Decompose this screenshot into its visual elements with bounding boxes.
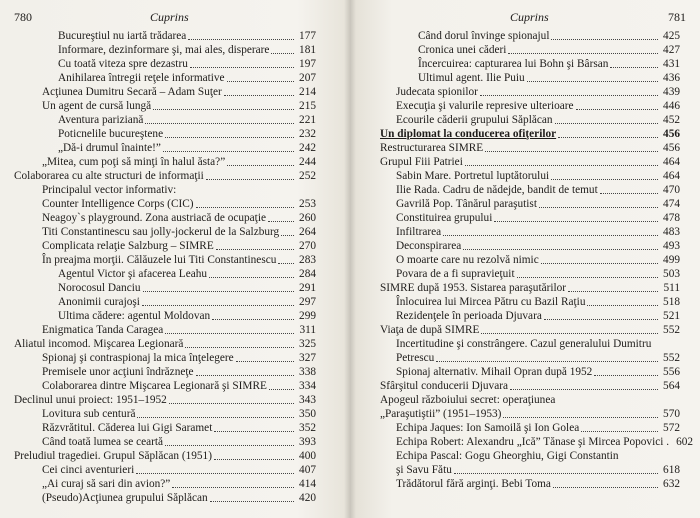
toc-entry-title: Un agent de cursă lungă bbox=[42, 100, 152, 112]
toc-entry-page: 284 bbox=[299, 268, 316, 280]
toc-entry bbox=[380, 281, 680, 295]
toc-entry-page: 456 bbox=[663, 128, 680, 140]
toc-dot-leader bbox=[600, 193, 658, 194]
toc-dot-leader bbox=[551, 179, 658, 180]
toc-entry-title: „Mitea, cum poţi să minţi în halul ăsta?” bbox=[42, 156, 226, 168]
toc-dot-leader bbox=[551, 39, 658, 40]
toc-dot-leader bbox=[142, 305, 294, 306]
toc-entry bbox=[396, 421, 680, 435]
toc-entry-title: Grupul Fiii Patriei bbox=[380, 156, 463, 168]
toc-entry bbox=[58, 113, 316, 127]
toc-entry-page: 215 bbox=[299, 100, 316, 112]
toc-entry-title: Gavrilă Pop. Tânărul paraşutist bbox=[396, 198, 537, 210]
toc-entry-title: Complicata relaţie Salzburg – SIMRE bbox=[42, 240, 214, 252]
toc-dot-leader bbox=[196, 375, 294, 376]
toc-dot-leader bbox=[136, 473, 294, 474]
toc-entry bbox=[58, 281, 316, 295]
toc-entry-page: 242 bbox=[299, 142, 316, 154]
toc-entry-title: Răzvrătitul. Căderea lui Gigi Saramet bbox=[42, 422, 213, 434]
toc-entry-title: Lovitura sub centură bbox=[42, 408, 136, 420]
toc-dot-leader bbox=[436, 361, 658, 362]
toc-entry-page: 334 bbox=[299, 380, 316, 392]
page-number-left: 780 bbox=[14, 10, 32, 24]
toc-entry-page: 572 bbox=[663, 422, 680, 434]
toc-dot-leader bbox=[465, 165, 658, 166]
toc-dot-leader bbox=[268, 221, 294, 222]
toc-entry-title: Ultimul agent. Ilie Puiu bbox=[418, 72, 525, 84]
toc-entry-title: Ecourile căderii grupului Săplăcan bbox=[396, 114, 553, 126]
toc-entry bbox=[42, 477, 316, 491]
toc-dot-leader bbox=[281, 235, 294, 236]
toc-dot-leader bbox=[206, 179, 294, 180]
toc-dot-leader bbox=[463, 249, 658, 250]
toc-entry bbox=[42, 85, 316, 99]
toc-dot-leader bbox=[581, 431, 658, 432]
toc-entry bbox=[380, 407, 680, 421]
toc-entry-title: (Pseudo)Acţiunea grupului Săplăcan bbox=[42, 492, 208, 504]
toc-dot-leader bbox=[224, 95, 294, 96]
toc-entry-title: Spionaj alternativ. Mihail Opran după 1952 bbox=[396, 366, 593, 378]
toc-entry bbox=[58, 295, 316, 309]
toc-entry-title: Norocosul Danciu bbox=[58, 282, 141, 294]
toc-entry-page: 552 bbox=[663, 352, 680, 364]
toc-dot-leader bbox=[169, 403, 294, 404]
toc-entry-page: 407 bbox=[299, 464, 316, 476]
toc-entry-title: Restructurarea SIMRE bbox=[380, 142, 484, 154]
book-gutter bbox=[344, 0, 356, 518]
toc-entry-title: Titi Constantinescu sau jolly-jockerul de la Salzburg bbox=[42, 226, 280, 238]
toc-entry bbox=[42, 463, 316, 477]
toc-entry bbox=[42, 239, 316, 253]
toc-entry-title: Când toată lumea se ceartă bbox=[42, 436, 164, 448]
toc-dot-leader bbox=[236, 361, 294, 362]
toc-entry-title: Încercuirea: capturarea lui Bohn şi Bârsan bbox=[418, 58, 609, 70]
toc-dot-leader bbox=[214, 459, 294, 460]
toc-entry bbox=[396, 225, 680, 239]
toc-dot-leader bbox=[153, 109, 294, 110]
toc-entry-title: Enigmatica Tanda Caragea bbox=[42, 324, 164, 336]
toc-entry-page: 325 bbox=[299, 338, 316, 350]
toc-dot-leader bbox=[137, 417, 294, 418]
toc-dot-leader bbox=[527, 81, 658, 82]
toc-dot-leader bbox=[190, 67, 294, 68]
toc-entry bbox=[58, 309, 316, 323]
toc-entry bbox=[380, 127, 680, 141]
toc-entry bbox=[58, 141, 316, 155]
toc-entry-title: Ultima cădere: agentul Moldovan bbox=[58, 310, 211, 322]
toc-entry-title: „Paraşutiştii” (1951–1953) bbox=[380, 408, 502, 420]
toc-entry-page: 439 bbox=[663, 86, 680, 98]
toc-entry-page: 244 bbox=[299, 156, 316, 168]
toc-entry-page: 260 bbox=[299, 212, 316, 224]
toc-entry-title: Poticnelile bucureştene bbox=[58, 128, 164, 140]
toc-entry-title: Constituirea grupului bbox=[396, 212, 493, 224]
running-head-right: Cuprins bbox=[510, 10, 549, 24]
toc-entry-title: Aliatul incomod. Mişcarea Legionară bbox=[14, 338, 184, 350]
toc-dot-leader bbox=[271, 53, 294, 54]
toc-entry-title: Apogeul războiului secret: operaţiunea bbox=[380, 394, 556, 406]
toc-entry-page: 299 bbox=[299, 310, 316, 322]
toc-dot-leader bbox=[558, 137, 658, 138]
toc-entry-page: 343 bbox=[299, 394, 316, 406]
toc-entry-title: Preludiul tragediei. Grupul Săplăcan (1951) bbox=[14, 450, 212, 462]
toc-entry-title: Execuţia şi valurile represive ulterioare bbox=[396, 100, 574, 112]
toc-entry-title: Ilie Rada. Cadru de nădejde, bandit de temut bbox=[396, 184, 598, 196]
toc-dot-leader bbox=[553, 487, 658, 488]
toc-entry-page: 483 bbox=[663, 226, 680, 238]
toc-entry bbox=[380, 141, 680, 155]
toc-entry-page: 297 bbox=[299, 296, 316, 308]
toc-entry-page: 503 bbox=[663, 268, 680, 280]
toc-entry-page: 177 bbox=[299, 30, 316, 42]
toc-entry-title: SIMRE după 1953. Sistarea paraşutărilor bbox=[380, 282, 567, 294]
toc-entry-page: 393 bbox=[299, 436, 316, 448]
toc-entry bbox=[58, 267, 316, 281]
toc-entry-page: 214 bbox=[299, 86, 316, 98]
toc-dot-leader bbox=[227, 165, 294, 166]
toc-entry bbox=[42, 491, 316, 505]
toc-dot-leader bbox=[163, 151, 294, 152]
toc-entry-title: Sabin Mare. Portretul luptătorului bbox=[396, 170, 550, 182]
toc-dot-leader bbox=[196, 207, 294, 208]
toc-entry-page: 425 bbox=[663, 30, 680, 42]
toc-entry-title: Premisele unor acţiuni îndrăzneţe bbox=[42, 366, 194, 378]
toc-entry bbox=[396, 351, 680, 365]
toc-entry-title: Când dorul învinge spionajul bbox=[418, 30, 550, 42]
toc-entry-page: 327 bbox=[299, 352, 316, 364]
toc-entry-title: Cei cinci aventurieri bbox=[42, 464, 135, 476]
toc-entry-page: 552 bbox=[663, 324, 680, 336]
toc-entry-page: 253 bbox=[299, 198, 316, 210]
toc-entry-title: Trădătorul fără arginţi. Bebi Toma bbox=[396, 478, 551, 490]
toc-dot-leader bbox=[278, 263, 294, 264]
toc-entry-title: Infiltrarea bbox=[396, 226, 442, 238]
toc-dot-leader bbox=[568, 291, 658, 292]
toc-entry bbox=[396, 183, 680, 197]
toc-entry bbox=[396, 211, 680, 225]
toc-entry bbox=[396, 477, 680, 491]
toc-entry-page: 556 bbox=[663, 366, 680, 378]
toc-dot-leader bbox=[594, 375, 658, 376]
toc-entry bbox=[380, 379, 680, 393]
toc-entry bbox=[42, 407, 316, 421]
toc-entry-page: 232 bbox=[299, 128, 316, 140]
toc-entry bbox=[42, 421, 316, 435]
toc-dot-leader bbox=[510, 389, 658, 390]
toc-entry bbox=[396, 267, 680, 281]
right-page bbox=[350, 0, 700, 518]
toc-entry bbox=[396, 463, 680, 477]
toc-entry-title: Petrescu bbox=[396, 352, 435, 364]
toc-entry bbox=[42, 323, 316, 337]
toc-entry bbox=[396, 365, 680, 379]
toc-dot-leader bbox=[587, 305, 658, 306]
toc-entry-title: Acţiunea Dumitru Secară – Adam Suţer bbox=[42, 86, 222, 98]
toc-entry bbox=[14, 393, 316, 407]
toc-entry bbox=[14, 169, 316, 183]
toc-entry bbox=[396, 435, 694, 449]
toc-dot-leader bbox=[209, 277, 294, 278]
toc-entry-page: 493 bbox=[663, 240, 680, 252]
toc-dot-leader bbox=[503, 417, 658, 418]
toc-entry bbox=[396, 295, 680, 309]
toc-entry-title: „Dă-i drumul înainte!” bbox=[58, 142, 161, 154]
toc-entry-page: 521 bbox=[663, 310, 680, 322]
toc-entry-title: Viaţa de după SIMRE bbox=[380, 324, 480, 336]
toc-entry-title: Bucureştiul nu iartă trădarea bbox=[58, 30, 187, 42]
toc-entry bbox=[380, 323, 680, 337]
toc-entry-page: 474 bbox=[663, 198, 680, 210]
toc-entry-page: 181 bbox=[299, 44, 316, 56]
toc-dot-leader bbox=[517, 277, 658, 278]
toc-entry-title: Un diplomat la conducerea ofiţerilor bbox=[380, 128, 557, 140]
toc-entry-page: 264 bbox=[299, 226, 316, 238]
toc-entry-title: Counter Intelligence Corps (CIC) bbox=[42, 198, 194, 210]
toc-entry-title: „Ai curaj să sari din avion?” bbox=[42, 478, 171, 490]
toc-dot-leader bbox=[210, 501, 294, 502]
running-head-left: Cuprins bbox=[150, 10, 189, 24]
toc-dot-leader bbox=[227, 81, 294, 82]
toc-entry bbox=[42, 183, 316, 197]
toc-entry-page: 452 bbox=[663, 114, 680, 126]
toc-entry-page: 478 bbox=[663, 212, 680, 224]
toc-entry bbox=[418, 29, 680, 43]
toc-entry-title: Echipa Pascal: Gogu Gheorghiu, Gigi Constantin bbox=[396, 450, 619, 462]
toc-entry-page: 470 bbox=[663, 184, 680, 196]
toc-entry-page: 221 bbox=[299, 114, 316, 126]
toc-entry-title: Judecata spionilor bbox=[396, 86, 478, 98]
toc-dot-leader bbox=[214, 431, 294, 432]
toc-entry-page: 464 bbox=[663, 156, 680, 168]
toc-entry bbox=[14, 449, 316, 463]
toc-entry bbox=[396, 169, 680, 183]
toc-entry-page: 564 bbox=[663, 380, 680, 392]
toc-entry-page: 436 bbox=[663, 72, 680, 84]
toc-entry-title: Cronica unei căderi bbox=[418, 44, 507, 56]
toc-entry-page: 352 bbox=[299, 422, 316, 434]
toc-entry bbox=[14, 337, 316, 351]
toc-dot-leader bbox=[541, 263, 658, 264]
toc-entry-title: Aventura pariziană bbox=[58, 114, 144, 126]
toc-dot-leader bbox=[539, 207, 658, 208]
toc-entry bbox=[42, 253, 316, 267]
toc-entry bbox=[396, 253, 680, 267]
toc-dot-leader bbox=[165, 137, 294, 138]
toc-entry-title: Declinul unui proiect: 1951–1952 bbox=[14, 394, 167, 406]
toc-entry-title: Sfârşitul conducerii Djuvara bbox=[380, 380, 508, 392]
toc-entry-title: Anonimii curajoşi bbox=[58, 296, 140, 308]
toc-entry bbox=[396, 239, 680, 253]
toc-entry-page: 420 bbox=[299, 492, 316, 504]
toc-entry-page: 446 bbox=[663, 100, 680, 112]
page-number-right: 781 bbox=[668, 10, 686, 24]
toc-entry-page: 511 bbox=[663, 282, 680, 294]
toc-entry bbox=[396, 309, 680, 323]
toc-entry bbox=[380, 155, 680, 169]
toc-entry bbox=[58, 127, 316, 141]
toc-entry-title: Spionaj şi contraspionaj la mica înţelegere bbox=[42, 352, 234, 364]
toc-entry-page: 311 bbox=[299, 324, 316, 336]
toc-entry-page: 283 bbox=[299, 254, 316, 266]
toc-dot-leader bbox=[143, 291, 294, 292]
toc-entry-title: Cu toată viteza spre dezastru bbox=[58, 58, 188, 70]
toc-entry bbox=[42, 99, 316, 113]
toc-entry bbox=[418, 57, 680, 71]
toc-dot-leader bbox=[480, 95, 658, 96]
toc-entry bbox=[396, 197, 680, 211]
toc-entry-page: 414 bbox=[299, 478, 316, 490]
toc-dot-leader bbox=[544, 319, 658, 320]
toc-entry-page: 618 bbox=[663, 464, 680, 476]
toc-dot-leader bbox=[443, 235, 658, 236]
toc-entry-title: Incertitudine şi constrângere. Cazul generalului Dumitru bbox=[396, 338, 652, 350]
toc-entry-title: Informare, dezinformare şi, mai ales, disperare bbox=[58, 44, 270, 56]
toc-entry bbox=[396, 85, 680, 99]
toc-dot-leader bbox=[185, 347, 294, 348]
toc-dot-leader bbox=[610, 67, 658, 68]
toc-entry-title: Colaborarea cu alte structuri de informaţii bbox=[14, 170, 204, 182]
toc-entry-page: 197 bbox=[299, 58, 316, 70]
toc-dot-leader bbox=[188, 39, 294, 40]
toc-entry bbox=[396, 99, 680, 113]
toc-entry-page: 270 bbox=[299, 240, 316, 252]
toc-entry-title: Principalul vector informativ: bbox=[42, 184, 177, 196]
toc-entry-page: 431 bbox=[663, 58, 680, 70]
toc-entry-page: 338 bbox=[299, 366, 316, 378]
toc-entry bbox=[42, 197, 316, 211]
toc-entry bbox=[58, 43, 316, 57]
toc-entry-title: Deconspirarea bbox=[396, 240, 462, 252]
toc-dot-leader bbox=[165, 445, 294, 446]
toc-entry bbox=[42, 211, 316, 225]
toc-entry-title: Rezidenţele în perioada Djuvara bbox=[396, 310, 542, 322]
toc-entry-page: 400 bbox=[299, 450, 316, 462]
toc-entry-page: 427 bbox=[663, 44, 680, 56]
toc-dot-leader bbox=[508, 53, 658, 54]
toc-entry-title: şi Savu Fătu bbox=[396, 464, 452, 476]
toc-entry-title: Anihilarea întregii reţele informative bbox=[58, 72, 225, 84]
toc-entry-title: Agentul Victor şi afacerea Leahu bbox=[58, 268, 208, 280]
toc-entry bbox=[42, 435, 316, 449]
toc-entry-page: 207 bbox=[299, 72, 316, 84]
toc-entry-page: 518 bbox=[663, 296, 680, 308]
toc-entry-page: 350 bbox=[299, 408, 316, 420]
toc-dot-leader bbox=[165, 333, 294, 334]
toc-entry-page: 602 bbox=[676, 436, 694, 448]
toc-entry-page: 499 bbox=[663, 254, 680, 266]
toc-dot-leader bbox=[576, 109, 658, 110]
toc-entry bbox=[42, 351, 316, 365]
toc-dot-leader bbox=[216, 249, 294, 250]
toc-dot-leader bbox=[212, 319, 294, 320]
toc-entry-page: 291 bbox=[299, 282, 316, 294]
toc-entry-title: O moarte care nu rezolvă nimic bbox=[396, 254, 539, 266]
toc-entry-title: Povara de a fi supravieţuit bbox=[396, 268, 515, 280]
toc-dot-leader bbox=[269, 389, 294, 390]
toc-entry-page: 632 bbox=[663, 478, 680, 490]
toc-entry-title: Înlocuirea lui Mircea Pătru cu Bazil Raţiu bbox=[396, 296, 586, 308]
toc-entry bbox=[42, 225, 316, 239]
toc-dot-leader bbox=[485, 151, 658, 152]
toc-entry-title: Colaborarea dintre Mişcarea Legionară şi SIMRE bbox=[42, 380, 267, 392]
toc-entry bbox=[42, 365, 316, 379]
toc-dot-leader bbox=[555, 123, 658, 124]
toc-entry bbox=[42, 155, 316, 169]
toc-entry bbox=[380, 393, 680, 407]
toc-entry-title: Neagoy`s playground. Zona austriacă de ocupaţie bbox=[42, 212, 266, 224]
toc-dot-leader bbox=[145, 123, 294, 124]
toc-entry-page: 464 bbox=[663, 170, 680, 182]
toc-entry-page: 252 bbox=[299, 170, 316, 182]
toc-entry bbox=[396, 449, 680, 463]
toc-entry bbox=[42, 379, 316, 393]
toc-entry-title: Echipa Robert: Alexandru „Ică” Tănase şi Mircea Popovici . bbox=[396, 436, 670, 448]
toc-entry bbox=[396, 337, 680, 351]
toc-entry bbox=[418, 71, 680, 85]
toc-dot-leader bbox=[494, 221, 658, 222]
toc-entry-page: 456 bbox=[663, 142, 680, 154]
toc-entry bbox=[396, 113, 680, 127]
toc-entry-title: În preajma morţii. Călăuzele lui Titi Constantinescu bbox=[42, 254, 277, 266]
toc-entry-title: Echipa Jaques: Ion Samoilă şi Ion Golea bbox=[396, 422, 580, 434]
toc-dot-leader bbox=[172, 487, 294, 488]
toc-dot-leader bbox=[481, 333, 658, 334]
toc-entry bbox=[58, 29, 316, 43]
toc-dot-leader bbox=[454, 473, 658, 474]
toc-entry bbox=[58, 71, 316, 85]
toc-entry-page: 570 bbox=[663, 408, 680, 420]
toc-entry bbox=[58, 57, 316, 71]
toc-entry bbox=[418, 43, 680, 57]
